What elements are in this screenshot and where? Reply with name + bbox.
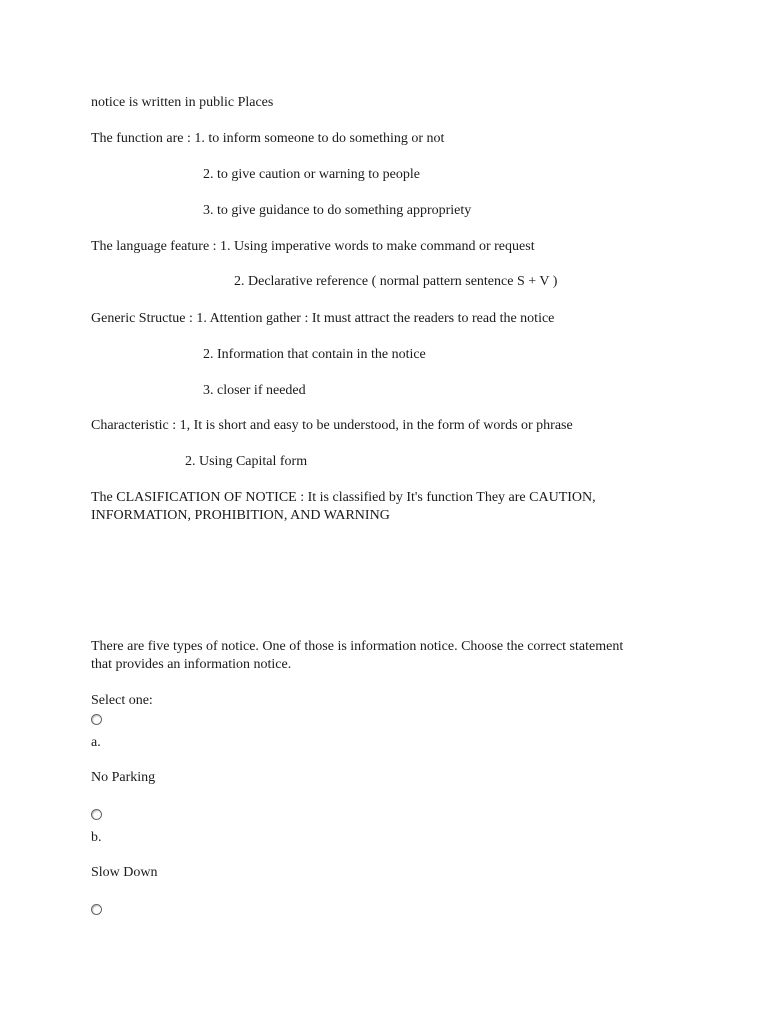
option-b-radio[interactable]: [91, 809, 102, 820]
characteristic-line-1: Characteristic : 1, It is short and easy to be understood, in the form of words or phrase: [91, 418, 573, 433]
question-text-line-2: that provides an information notice.: [91, 657, 292, 672]
select-one-prompt: Select one:: [91, 693, 153, 708]
language-line-2: 2. Declarative reference ( normal pattern sentence S + V ): [234, 274, 558, 289]
characteristic-line-2: 2. Using Capital form: [185, 454, 308, 469]
structure-line-1: Generic Structue : 1. Attention gather : It must attract the readers to read the notice: [91, 311, 555, 326]
option-a-radio[interactable]: [91, 714, 102, 725]
option-a-text[interactable]: No Parking: [91, 770, 156, 785]
structure-line-3: 3. closer if needed: [203, 383, 306, 398]
function-line-3: 3. to give guidance to do something appropriety: [203, 203, 472, 218]
classification-line-1: The CLASIFICATION OF NOTICE : It is classified by It's function They are CAUTION,: [91, 490, 596, 505]
option-b-letter: b.: [91, 830, 102, 845]
language-line-1: The language feature : 1. Using imperative words to make command or request: [91, 239, 535, 254]
option-a-letter: a.: [91, 735, 101, 750]
classification-line-2: INFORMATION, PROHIBITION, AND WARNING: [91, 508, 390, 523]
intro-text: notice is written in public Places: [91, 95, 274, 110]
option-b-text[interactable]: Slow Down: [91, 865, 158, 880]
option-c-radio[interactable]: [91, 904, 102, 915]
structure-line-2: 2. Information that contain in the notice: [203, 347, 426, 362]
function-line-2: 2. to give caution or warning to people: [203, 167, 420, 182]
question-text-line-1: There are five types of notice. One of those is information notice. Choose the correct statement: [91, 639, 624, 654]
function-line-1: The function are : 1. to inform someone to do something or not: [91, 131, 445, 146]
